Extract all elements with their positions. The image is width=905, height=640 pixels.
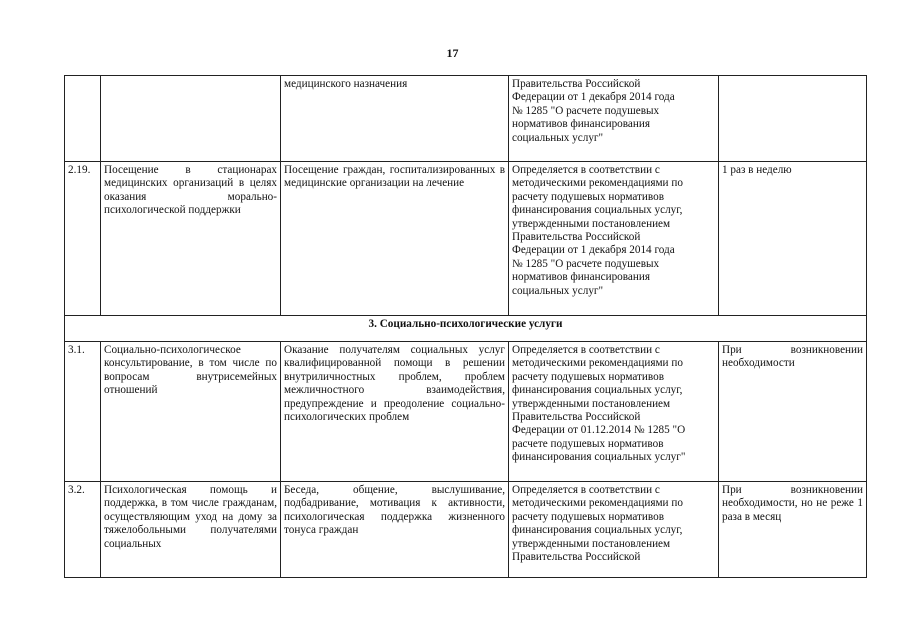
standard-line: расчету подушевых нормативов [512, 510, 664, 523]
section-title: 3. Социально-психологические услуги [65, 316, 867, 342]
standard-line: № 1285 "О расчете подушевых [512, 104, 660, 117]
standard-line: финансирования социальных услуг, [512, 204, 683, 217]
services-table [64, 75, 867, 578]
standard-line: Определяется в соответствии с [512, 164, 660, 176]
standard-line: расчету подушевых нормативов [512, 190, 664, 203]
standard-line: методическими рекомендациями по [512, 497, 683, 510]
service-description-cell: медицинского назначения [281, 76, 509, 162]
standard-line: утвержденными постановлением [512, 217, 671, 230]
frequency-cell: При возникновении необходимости, но не реже 1 раза в месяц [719, 482, 867, 578]
standard-cell [509, 482, 719, 578]
service-description-cell: Беседа, общение, выслушивание, подбадривание, мотивация к активности, психологическая поддержка жизненного тонуса граждан [281, 482, 509, 578]
standard-line: Правительства Российской [512, 231, 641, 244]
standard-line: Федерации от 01.12.2014 № 1285 "О [512, 424, 686, 437]
row-number-cell: 3.1. [65, 342, 101, 482]
standard-line: финансирования социальных услуг, [512, 384, 683, 397]
service-name-cell: Посещение в стационарах медицинских организаций в целях оказания морально-психологической поддержки [101, 162, 281, 316]
table-row [65, 342, 867, 482]
standard-line: финансирования социальных услуг, [512, 524, 683, 537]
page-number: 17 [446, 46, 459, 60]
standard-cell [509, 76, 719, 162]
standard-line: Федерации от 1 декабря 2014 года [512, 244, 675, 257]
standard-line: расчете подушевых нормативов [512, 437, 664, 450]
standard-cell [509, 342, 719, 482]
standard-line: Правительства Российской [512, 551, 641, 564]
service-description-cell: Оказание получателям социальных услуг квалифицированной помощи в решении внутриличностных проблем, проблем межличностного взаимодействия, предупреждение и преодоление социально-психологических проблем [281, 342, 509, 482]
standard-cell [509, 162, 719, 316]
section-row [65, 316, 867, 342]
table-row [65, 482, 867, 578]
standard-line: методическими рекомендациями по [512, 357, 683, 370]
standard-line: нормативов финансирования [512, 271, 650, 284]
row-number-cell: 2.19. [65, 162, 101, 316]
standard-line: Федерации от 1 декабря 2014 года [512, 91, 675, 104]
standard-line: нормативов финансирования [512, 118, 650, 131]
standard-line: утвержденными постановлением [512, 537, 671, 550]
standard-line: финансирования социальных услуг" [512, 451, 686, 464]
table-row [65, 162, 867, 316]
service-name-cell [101, 76, 281, 162]
standard-line: Правительства Российской [512, 78, 641, 90]
row-number-cell [65, 76, 101, 162]
row-number-cell: 3.2. [65, 482, 101, 578]
standard-line: Определяется в соответствии с [512, 344, 660, 356]
table-row [65, 76, 867, 162]
standard-line: методическими рекомендациями по [512, 177, 683, 190]
frequency-cell: При возникновении необходимости [719, 342, 867, 482]
standard-line: утвержденными постановлением [512, 397, 671, 410]
standard-line: Правительства Российской [512, 411, 641, 424]
standard-line: социальных услуг" [512, 284, 604, 297]
frequency-cell [719, 76, 867, 162]
service-name-cell: Психологическая помощь и поддержка, в том числе гражданам, осуществляющим уход на дому за тяжелобольными получателями социальных [101, 482, 281, 578]
standard-line: № 1285 "О расчете подушевых [512, 257, 660, 270]
service-description-cell: Посещение граждан, госпитализированных в медицинские организации на лечение [281, 162, 509, 316]
frequency-cell: 1 раз в неделю [719, 162, 867, 316]
standard-line: Определяется в соответствии с [512, 484, 660, 496]
standard-line: расчету подушевых нормативов [512, 370, 664, 383]
standard-line: социальных услуг" [512, 131, 604, 144]
service-name-cell: Социально-психологическое консультирование, в том числе по вопросам внутрисемейных отношений [101, 342, 281, 482]
